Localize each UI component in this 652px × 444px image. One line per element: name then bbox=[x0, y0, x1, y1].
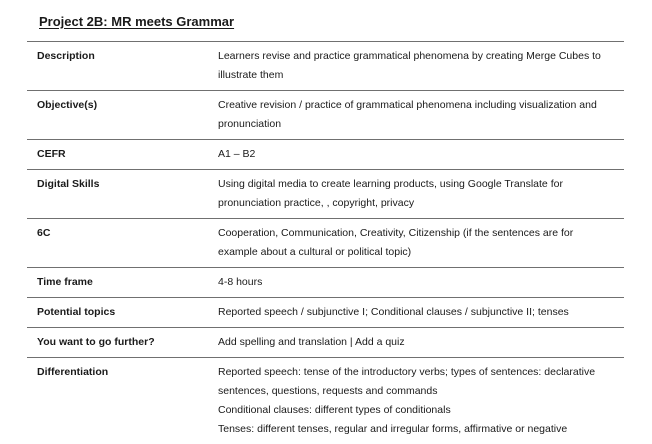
value-line: Using digital media to create learning products, using Google Translate for bbox=[218, 175, 616, 194]
value-line: example about a cultural or political topic) bbox=[218, 243, 616, 262]
value-line: Tenses: different tenses, regular and irregular forms, affirmative or negative bbox=[218, 420, 616, 439]
row-value bbox=[208, 140, 624, 170]
value-line: illustrate them bbox=[218, 66, 616, 85]
row-label: Objective(s) bbox=[27, 91, 208, 140]
table-row bbox=[27, 219, 624, 268]
value-line: Learners revise and practice grammatical phenomena by creating Merge Cubes to bbox=[218, 47, 616, 66]
value-line: 4-8 hours bbox=[218, 273, 616, 292]
table-row bbox=[27, 268, 624, 298]
value-line: Conditional clauses: different types of conditionals bbox=[218, 401, 616, 420]
value-line: sentences, questions, requests and commands bbox=[218, 382, 616, 401]
row-value bbox=[208, 91, 624, 140]
value-line: Cooperation, Communication, Creativity, Citizenship (if the sentences are for bbox=[218, 224, 616, 243]
row-value bbox=[208, 268, 624, 298]
table-row bbox=[27, 298, 624, 328]
row-label: 6C bbox=[27, 219, 208, 268]
row-value bbox=[208, 328, 624, 358]
row-value bbox=[208, 219, 624, 268]
row-label: Potential topics bbox=[27, 298, 208, 328]
row-value bbox=[208, 170, 624, 219]
row-label: Description bbox=[27, 42, 208, 91]
row-label: Digital Skills bbox=[27, 170, 208, 219]
value-line: Reported speech / subjunctive I; Conditional clauses / subjunctive II; tenses bbox=[218, 303, 616, 322]
table-row bbox=[27, 358, 624, 444]
document-title: Project 2B: MR meets Grammar bbox=[39, 14, 234, 29]
row-value bbox=[208, 42, 624, 91]
value-line: pronunciation practice, , copyright, privacy bbox=[218, 194, 616, 213]
table-row bbox=[27, 170, 624, 219]
table-row bbox=[27, 140, 624, 170]
row-label: CEFR bbox=[27, 140, 208, 170]
row-label: Differentiation bbox=[27, 358, 208, 444]
row-label: Time frame bbox=[27, 268, 208, 298]
project-info-table bbox=[27, 41, 624, 444]
value-line: Add spelling and translation | Add a quiz bbox=[218, 333, 616, 352]
value-line: Creative revision / practice of grammatical phenomena including visualization and bbox=[218, 96, 616, 115]
value-line: Reported speech: tense of the introductory verbs; types of sentences: declarative bbox=[218, 363, 616, 382]
table-row bbox=[27, 91, 624, 140]
row-value bbox=[208, 298, 624, 328]
row-value bbox=[208, 358, 624, 444]
table-row bbox=[27, 328, 624, 358]
table-row bbox=[27, 42, 624, 91]
row-label: You want to go further? bbox=[27, 328, 208, 358]
value-line: pronunciation bbox=[218, 115, 616, 134]
value-line: A1 – B2 bbox=[218, 145, 616, 164]
